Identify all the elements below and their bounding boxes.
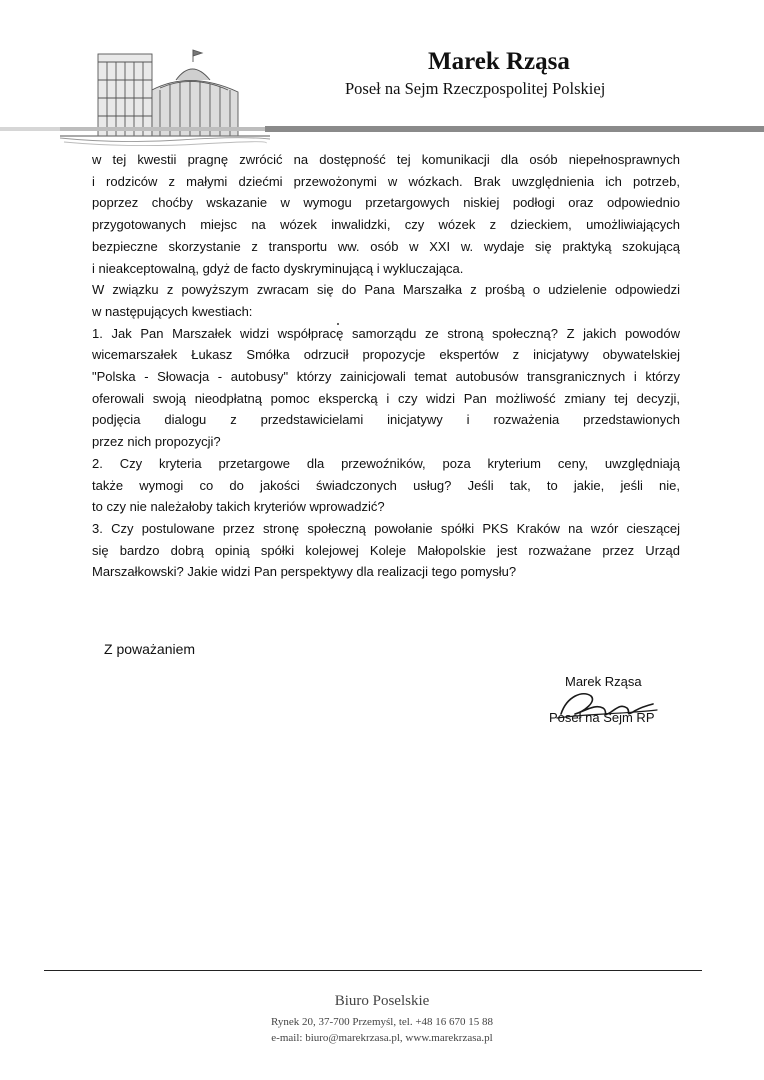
stray-mark bbox=[337, 323, 339, 325]
body-line: Marszałkowski? Jakie widzi Pan perspektywy dla realizacji tego pomysłu? bbox=[92, 564, 517, 580]
signatory-name: Marek Rząsa bbox=[565, 674, 642, 689]
body-line: przygotowanych miejsc na wózek inwalidzki, czy wózek z dzieckiem, umożliwiających bbox=[92, 217, 680, 233]
signatory-title: Poseł na Sejm RP bbox=[549, 710, 655, 725]
body-line: i nieakceptowalną, gdyż de facto dyskryminującą i wykluczająca. bbox=[92, 260, 464, 276]
body-line: także wymogi co do jakości świadczonych usług? Jeśli tak, to jakie, jeśli nie, bbox=[92, 477, 680, 493]
body-line: i rodziców z małymi dziećmi przewożonymi w wózkach. Brak uwzględnienia ich potrzeb, bbox=[92, 173, 680, 189]
body-line: 3. Czy postulowane przez stronę społeczną powołanie spółki PKS Kraków na wzór cieszącej bbox=[92, 520, 680, 536]
body-line: w następujących kwestiach: bbox=[92, 303, 253, 319]
body-line: "Polska - Słowacja - autobusy" którzy zainicjowali temat autobusów transgranicznych i którzy bbox=[92, 369, 680, 385]
body-line: 2. Czy kryteria przetargowe dla przewoźników, poza kryterium ceny, uwzględniają bbox=[92, 455, 680, 471]
closing-salutation: Z poważaniem bbox=[104, 641, 196, 657]
body-line: to czy nie należałoby takich kryteriów wprowadzić? bbox=[92, 499, 385, 515]
letter-body bbox=[92, 149, 680, 583]
footer-divider bbox=[44, 970, 702, 971]
body-line: w tej kwestii pragnę zwrócić na dostępność tej komunikacji dla osób niepełnosprawnych bbox=[92, 152, 680, 167]
body-line: W związku z powyższym zwracam się do Pana Marszałka z prośbą o udzielenie odpowiedzi bbox=[92, 282, 680, 298]
body-line: przez nich propozycji? bbox=[92, 434, 221, 450]
footer-address: Rynek 20, 37-700 Przemyśl, tel. +48 16 670 15 88 bbox=[270, 1016, 494, 1028]
body-line: się bardzo dobrą opinią spółki kolejowej Koleje Małopolskie jest rozważane przez Urząd bbox=[92, 542, 680, 558]
body-line: 1. Jak Pan Marszałek widzi współpracę samorządu ze stroną społeczną? Z jakich powodów bbox=[92, 325, 680, 341]
body-line: podjęcia dialogu z przedstawicielami inicjatywy i rozważenia przedstawionych bbox=[92, 412, 680, 428]
letterhead-name: Marek Rząsa bbox=[428, 48, 570, 75]
body-line: bezpieczne skorzystanie z transportu ww. osób w XXI w. wydaje się praktyką szokującą bbox=[92, 238, 680, 254]
body-line: oferowali swoją nieodpłatną pomoc ekspercką i czy widzi Pan możliwość zmiany tej decyzji, bbox=[92, 390, 680, 406]
letterhead-divider bbox=[0, 124, 764, 134]
letterhead-subtitle: Poseł na Sejm Rzeczpospolitej Polskiej bbox=[345, 79, 606, 98]
footer-title: Biuro Poselskie bbox=[334, 993, 430, 1009]
body-line: wicemarszałek Łukasz Smółka odrzucił propozycje ekspertów z inicjatywy obywatelskiej bbox=[92, 347, 680, 363]
footer-contact: e-mail: biuro@marekrzasa.pl, www.marekrzasa.pl bbox=[271, 1032, 493, 1044]
body-line: poprzez choćby wskazanie w wymogu przetargowych niskiej podłogi oraz odpowiednio bbox=[92, 195, 680, 211]
